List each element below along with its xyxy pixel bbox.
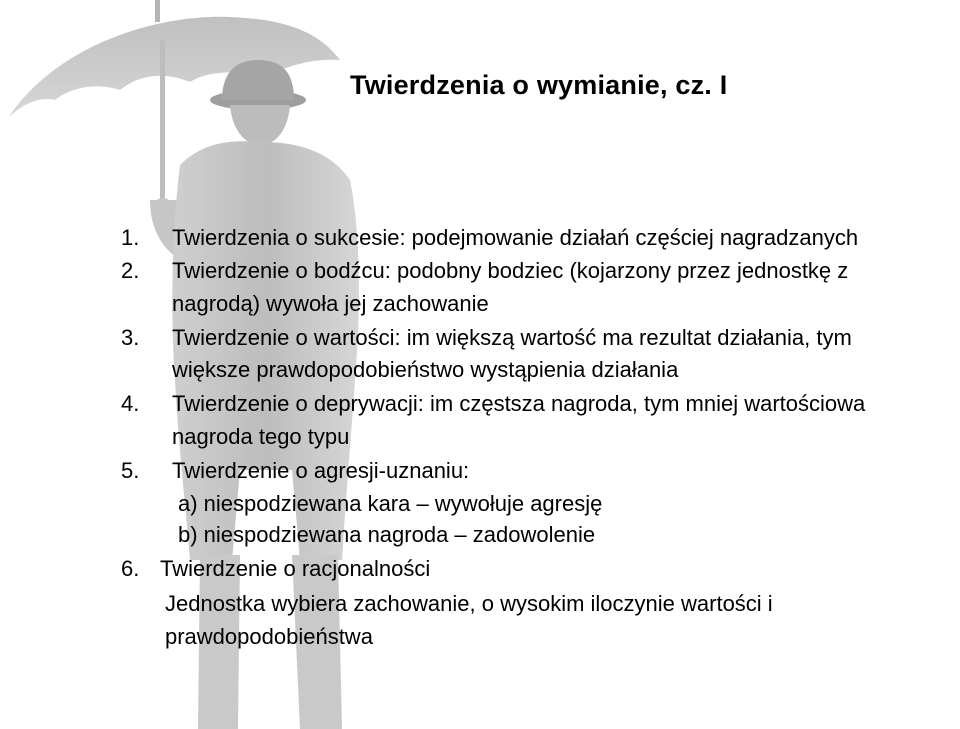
- list-number: 3.: [121, 325, 140, 350]
- list-item-line: Twierdzenie o agresji-uznaniu:: [172, 458, 470, 483]
- list-number: 6.: [121, 556, 140, 581]
- list-item-line: Twierdzenie o deprywacji: im częstsza nagroda, tym mniej wartościowa: [172, 391, 866, 416]
- list-item-line: Twierdzenie o wartości: im większą wartość ma rezultat działania, tym: [172, 325, 852, 350]
- list-item-line: Jednostka wybiera zachowanie, o wysokim iloczynie wartości i: [165, 591, 773, 616]
- list-number: 4.: [121, 391, 140, 416]
- list-item-line: prawdopodobieństwa: [165, 624, 373, 649]
- list-item-line: większe prawdopodobieństwo wystąpienia działania: [172, 357, 679, 382]
- list-number: 5.: [121, 458, 140, 483]
- list-item-subline: b) niespodziewana nagroda – zadowolenie: [178, 522, 596, 547]
- list-item-line: Twierdzenie o racjonalności: [160, 556, 431, 581]
- list-item-line: Twierdzenie o bodźcu: podobny bodziec (kojarzony przez jednostkę z: [172, 258, 849, 283]
- list-item-line: Twierdzenia o sukcesie: podejmowanie działań częściej nagradzanych: [172, 225, 859, 250]
- list-item-line: nagrodą) wywoła jej zachowanie: [172, 291, 489, 316]
- list-number: 1.: [121, 225, 140, 250]
- slide-title: Twierdzenia o wymianie, cz. I: [350, 70, 728, 100]
- list-item-line: nagroda tego typu: [172, 424, 350, 449]
- list-number: 2.: [121, 258, 140, 283]
- list-item-subline: a) niespodziewana kara – wywołuje agresję: [178, 491, 603, 516]
